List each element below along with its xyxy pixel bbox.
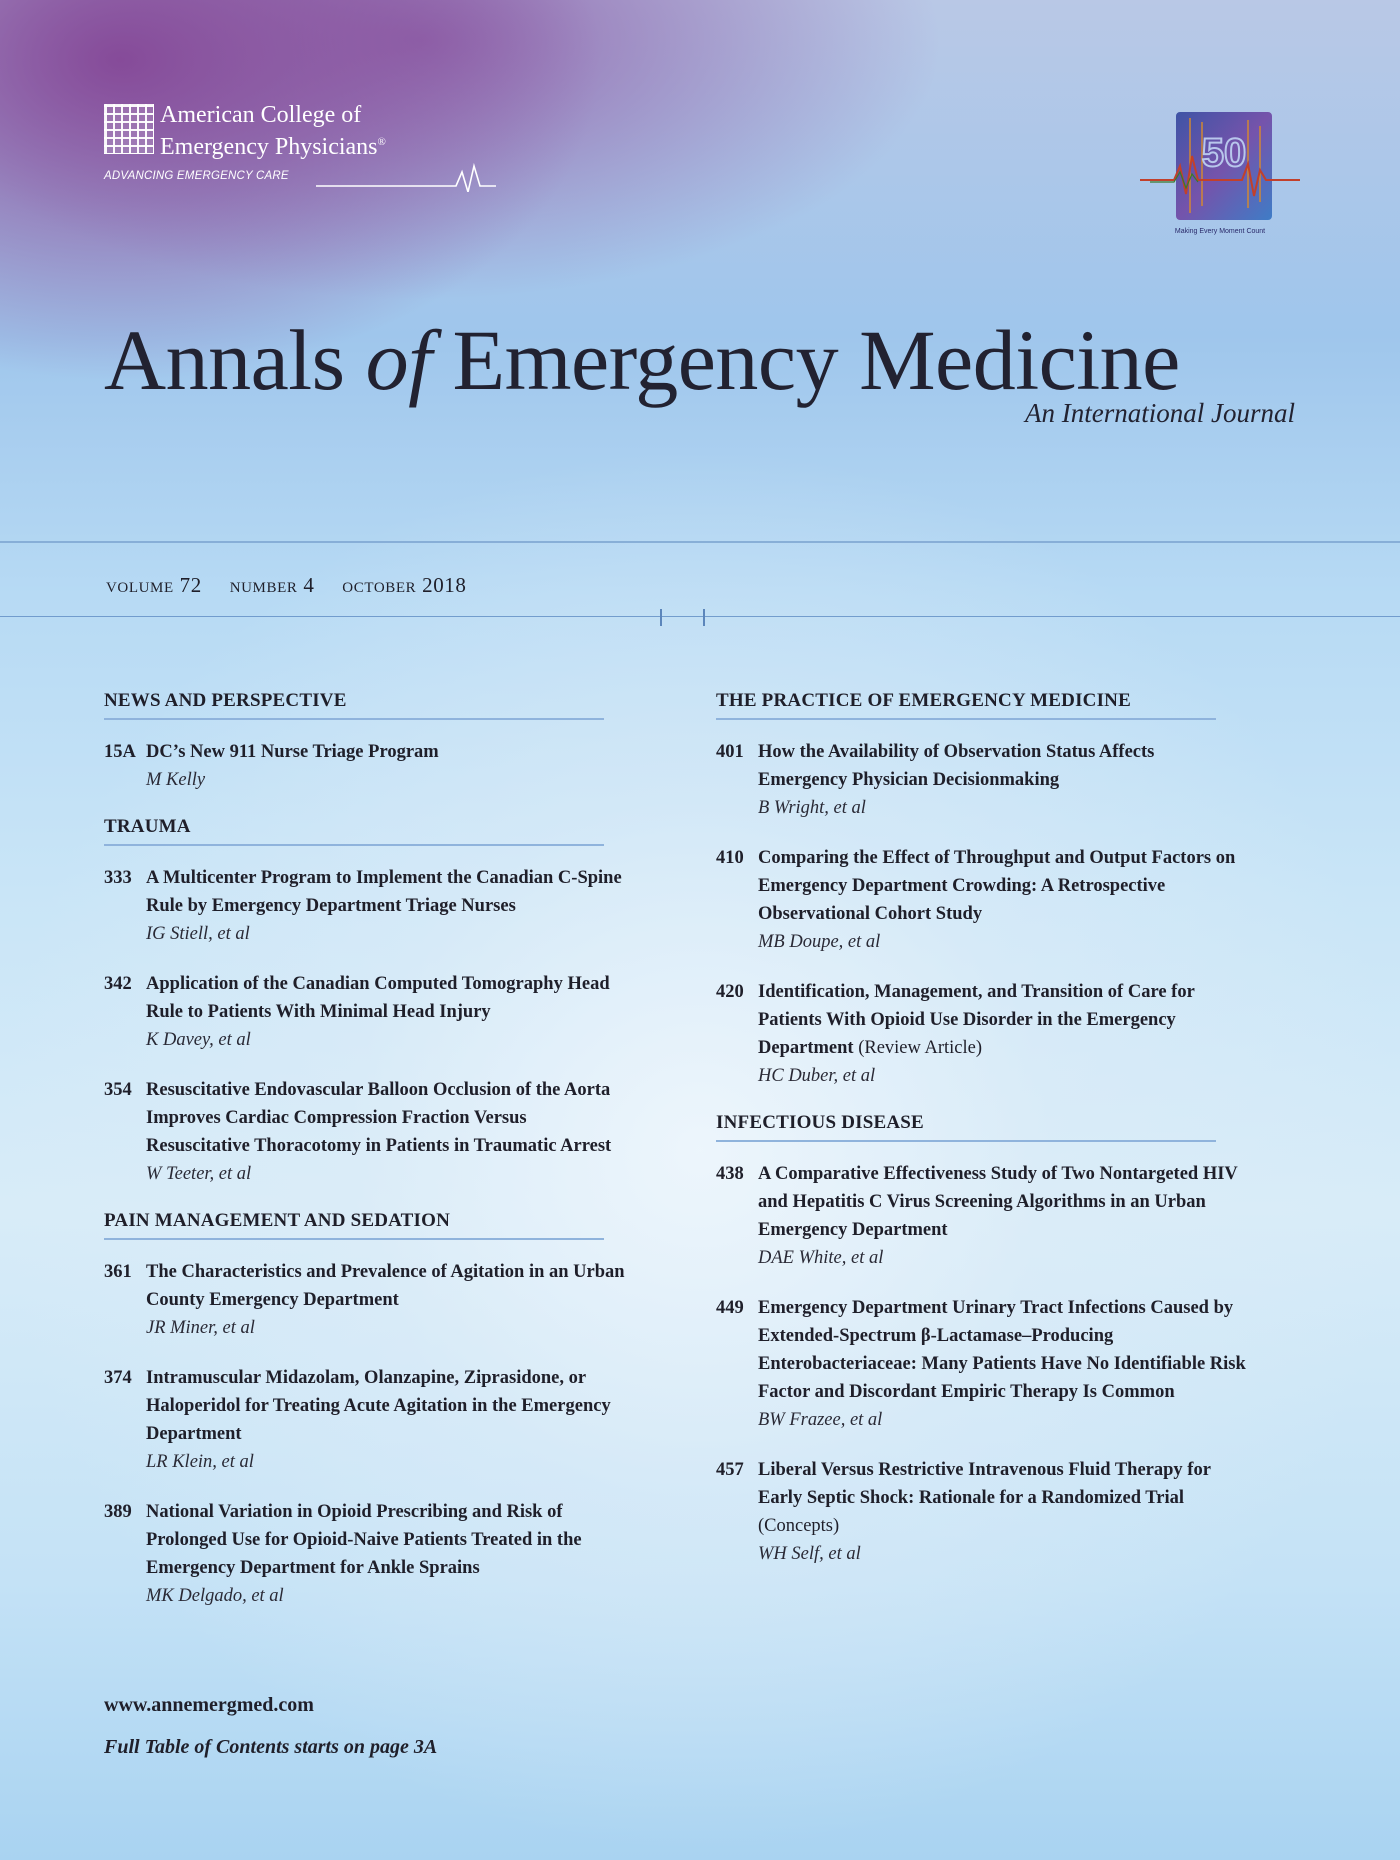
entry-title[interactable] bbox=[146, 738, 634, 766]
entry-title[interactable] bbox=[758, 978, 1246, 1062]
entry-title[interactable] bbox=[146, 1258, 634, 1314]
entry-author: IG Stiell, et al bbox=[146, 924, 250, 944]
anniversary-logo bbox=[1140, 108, 1300, 248]
contents-left-column bbox=[104, 690, 634, 1632]
entry-page-number: 333 bbox=[104, 868, 132, 888]
section-rule bbox=[104, 1238, 604, 1240]
entry-title[interactable] bbox=[146, 1498, 634, 1582]
entry-title[interactable] bbox=[758, 844, 1246, 928]
entry-title-text: National Variation in Opioid Prescribing and Risk of Prolonged Use for Opioid-Naive Patients Treated in the Emergency Department for Ankle Sprains bbox=[146, 1502, 582, 1578]
issue-info bbox=[106, 572, 467, 598]
journal-subtitle: An International Journal bbox=[1025, 398, 1295, 428]
entry-page-number: 449 bbox=[716, 1298, 744, 1318]
entry-title-text: A Comparative Effectiveness Study of Two Nontargeted HIV and Hepatitis C Virus Screening Algorithms in an Urban Emergency Department bbox=[758, 1164, 1238, 1240]
entry-title-text: A Multicenter Program to Implement the Canadian C-Spine Rule by Emergency Department Triage Nurses bbox=[146, 868, 622, 916]
entry-page-number: 374 bbox=[104, 1368, 132, 1388]
toc-section bbox=[716, 690, 1246, 1090]
entry-author: WH Self, et al bbox=[758, 1544, 861, 1564]
toc-entry[interactable] bbox=[716, 1160, 1246, 1272]
toc-section bbox=[104, 690, 634, 794]
svg-text:50: 50 bbox=[1201, 131, 1247, 175]
entry-page-number: 420 bbox=[716, 982, 744, 1002]
entry-page-number: 457 bbox=[716, 1460, 744, 1480]
entry-author: MB Doupe, et al bbox=[758, 932, 881, 952]
divider-tick-right bbox=[703, 609, 705, 626]
entry-title[interactable] bbox=[146, 864, 634, 920]
toc-section bbox=[104, 816, 634, 1188]
divider-tick-left bbox=[660, 609, 662, 626]
toc-entry[interactable] bbox=[716, 844, 1246, 956]
entry-author: B Wright, et al bbox=[758, 798, 866, 818]
entry-page-number: 389 bbox=[104, 1502, 132, 1522]
heartbeat-pulse-icon bbox=[316, 162, 496, 192]
volume-label: volume bbox=[106, 572, 174, 597]
entry-author: M Kelly bbox=[146, 770, 206, 790]
entry-author: W Teeter, et al bbox=[146, 1164, 252, 1184]
acep-logo bbox=[104, 102, 424, 198]
toc-entry[interactable] bbox=[716, 738, 1246, 822]
publisher-name bbox=[160, 102, 386, 161]
entry-page-number: 401 bbox=[716, 742, 744, 762]
toc-section bbox=[716, 1112, 1246, 1568]
anniversary-caption: Making Every Moment Count bbox=[1174, 228, 1266, 235]
entry-title-text: Resuscitative Endovascular Balloon Occlusion of the Aorta Improves Cardiac Compression Fraction Versus Resuscitative Thoracotomy in Patients in Traumatic Arrest bbox=[146, 1080, 612, 1156]
entry-author: MK Delgado, et al bbox=[146, 1586, 284, 1606]
entry-title[interactable] bbox=[146, 970, 634, 1026]
publisher-tagline: ADVANCING EMERGENCY CARE bbox=[104, 170, 289, 182]
entry-title-text: Comparing the Effect of Throughput and Output Factors on Emergency Department Crowding: A Retrospective Observational Cohort Study bbox=[758, 848, 1236, 924]
registered-mark: ® bbox=[377, 136, 386, 148]
toc-entry[interactable] bbox=[104, 738, 634, 794]
entry-title-text: Emergency Department Urinary Tract Infections Caused by Extended-Spectrum β-Lactamase–Producing Enterobacteriaceae: Many Patients Have No Identifiable Risk Factor and Discordant Empiric Therapy Is Common bbox=[758, 1298, 1246, 1402]
entry-title-text: How the Availability of Observation Status Affects Emergency Physician Decisionmaking bbox=[758, 742, 1155, 790]
toc-note: Full Table of Contents starts on page 3A bbox=[104, 1736, 438, 1758]
toc-section bbox=[104, 1210, 634, 1610]
toc-entry[interactable] bbox=[104, 1258, 634, 1342]
entry-page-number: 342 bbox=[104, 974, 132, 994]
volume-number: 72 bbox=[179, 573, 202, 597]
toc-entry[interactable] bbox=[104, 970, 634, 1054]
journal-title-part1: Annals bbox=[104, 312, 366, 408]
section-rule bbox=[716, 1140, 1216, 1142]
entry-page-number: 438 bbox=[716, 1164, 744, 1184]
acep-grid-icon bbox=[104, 104, 154, 154]
entry-title-text: Intramuscular Midazolam, Olanzapine, Ziprasidone, or Haloperidol for Treating Acute Agitation in the Emergency Department bbox=[146, 1368, 611, 1444]
toc-entry[interactable] bbox=[716, 978, 1246, 1090]
issue-number: 4 bbox=[303, 573, 315, 597]
toc-entry[interactable] bbox=[104, 864, 634, 948]
entry-title[interactable] bbox=[758, 1456, 1246, 1540]
entry-title[interactable] bbox=[146, 1364, 634, 1448]
entry-title-text: The Characteristics and Prevalence of Agitation in an Urban County Emergency Department bbox=[146, 1262, 625, 1310]
section-rule bbox=[716, 718, 1216, 720]
entry-title-text: DC’s New 911 Nurse Triage Program bbox=[146, 742, 439, 762]
section-heading: NEWS AND PERSPECTIVE bbox=[104, 690, 347, 711]
entry-author: HC Duber, et al bbox=[758, 1066, 876, 1086]
section-heading: PAIN MANAGEMENT AND SEDATION bbox=[104, 1210, 451, 1231]
toc-entry[interactable] bbox=[104, 1076, 634, 1188]
publisher-name-line2: Emergency Physicians bbox=[160, 134, 378, 160]
entry-title-text: Liberal Versus Restrictive Intravenous Fluid Therapy for Early Septic Shock: Rationale for a Randomized Trial bbox=[758, 1460, 1211, 1508]
section-rule bbox=[104, 844, 604, 846]
entry-page-number: 361 bbox=[104, 1262, 132, 1282]
journal-title-part2: Emergency Medicine bbox=[431, 312, 1180, 408]
toc-entry[interactable] bbox=[104, 1364, 634, 1476]
entry-author: BW Frazee, et al bbox=[758, 1410, 883, 1430]
entry-page-number: 410 bbox=[716, 848, 744, 868]
journal-title-of: of bbox=[365, 312, 432, 408]
toc-entry[interactable] bbox=[104, 1498, 634, 1610]
toc-entry[interactable] bbox=[716, 1294, 1246, 1434]
entry-title[interactable] bbox=[758, 1294, 1246, 1406]
journal-url[interactable]: www.annemergmed.com bbox=[104, 1694, 314, 1716]
journal-title bbox=[104, 310, 1180, 410]
section-heading: THE PRACTICE OF EMERGENCY MEDICINE bbox=[716, 690, 1131, 711]
entry-page-number: 15A bbox=[104, 742, 136, 762]
number-label: number bbox=[229, 572, 298, 597]
issue-year: 2018 bbox=[422, 573, 467, 597]
section-rule bbox=[104, 718, 604, 720]
entry-title-text: Identification, Management, and Transition of Care for Patients With Opioid Use Disorder in the Emergency Department bbox=[758, 982, 1195, 1058]
entry-title-text: Application of the Canadian Computed Tomography Head Rule to Patients With Minimal Head Injury bbox=[146, 974, 610, 1022]
entry-author: JR Miner, et al bbox=[146, 1318, 255, 1338]
publisher-name-line1: American College of bbox=[160, 102, 362, 128]
toc-entry[interactable] bbox=[716, 1456, 1246, 1568]
issue-divider bbox=[0, 616, 1400, 617]
anniversary-emblem-icon bbox=[1140, 108, 1300, 228]
entry-author: DAE White, et al bbox=[758, 1248, 884, 1268]
entry-title[interactable] bbox=[758, 1160, 1246, 1244]
entry-page-number: 354 bbox=[104, 1080, 132, 1100]
entry-title[interactable] bbox=[146, 1076, 634, 1160]
entry-article-type: (Review Article) bbox=[858, 1038, 982, 1058]
month-label: october bbox=[342, 572, 417, 597]
entry-article-type: (Concepts) bbox=[758, 1516, 840, 1536]
section-heading: TRAUMA bbox=[104, 816, 191, 837]
contents-right-column bbox=[716, 690, 1246, 1590]
section-heading: INFECTIOUS DISEASE bbox=[716, 1112, 924, 1133]
entry-author: LR Klein, et al bbox=[146, 1452, 254, 1472]
header-divider bbox=[0, 541, 1400, 543]
entry-author: K Davey, et al bbox=[146, 1030, 251, 1050]
entry-title[interactable] bbox=[758, 738, 1246, 794]
